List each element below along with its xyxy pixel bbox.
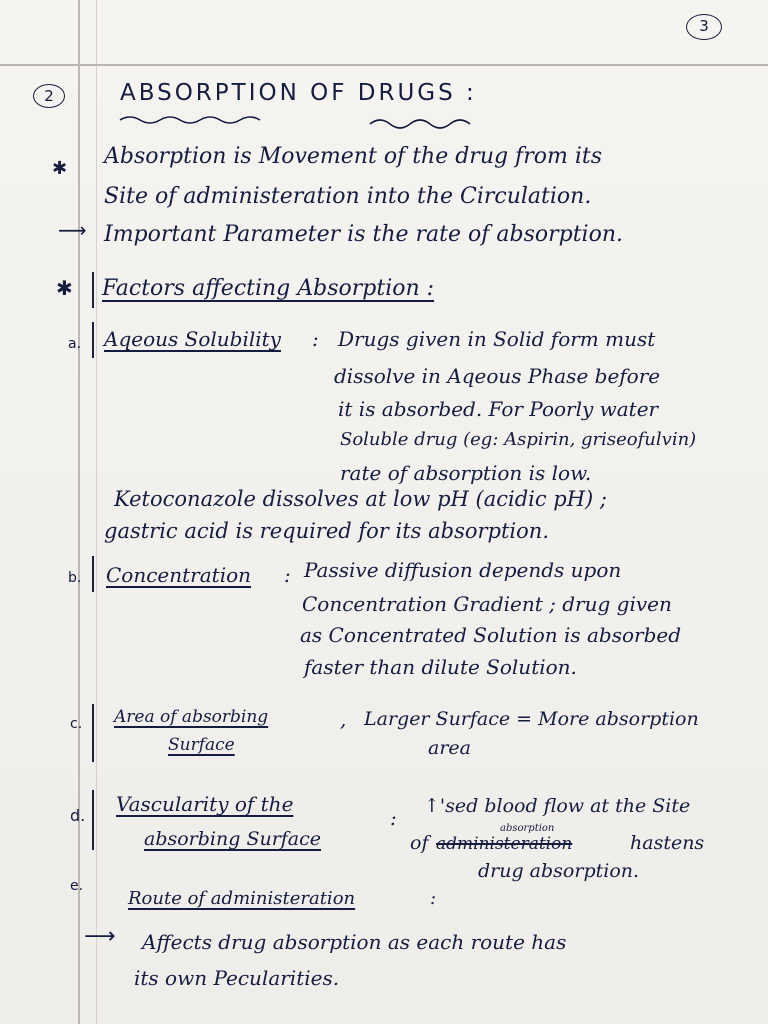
- factor-b-line-1: Passive diffusion depends upon: [304, 558, 622, 582]
- margin-bar: [92, 790, 94, 850]
- margin-bar: [92, 322, 94, 358]
- factor-d-sep: :: [390, 806, 397, 830]
- arrow-icon: ⟶: [58, 218, 87, 242]
- definition-line-2: Site of administeration into the Circulation.: [104, 184, 592, 209]
- factor-a-extra-2: gastric acid is required for its absorption.: [104, 519, 549, 543]
- factor-d-superscript: absorption: [500, 823, 555, 834]
- top-rule: [0, 64, 768, 66]
- factor-d-line-2-struck: administeration: [436, 834, 573, 854]
- factor-d-letter: d.: [70, 806, 86, 825]
- factor-d-line-2-prefix: of: [410, 832, 429, 854]
- definition-line-1: Absorption is Movement of the drug from its: [104, 144, 602, 169]
- factor-e-title: Route of administeration: [128, 888, 356, 909]
- factor-b-line-4: faster than dilute Solution.: [304, 655, 577, 679]
- factor-d-line-1: ↑'sed blood flow at the Site: [424, 795, 691, 817]
- margin-line-inner: [96, 0, 97, 1024]
- factor-a-line-4: Soluble drug (eg: Aspirin, griseofulvin): [340, 429, 697, 450]
- factor-b-title: Concentration: [106, 563, 252, 587]
- factor-a-sep: :: [312, 327, 319, 351]
- margin-line: [78, 0, 80, 1024]
- factor-a-line-5: rate of absorption is low.: [340, 461, 592, 485]
- factor-d-line-3: drug absorption.: [478, 860, 640, 882]
- definition-line-3: Important Parameter is the rate of absorption.: [104, 222, 623, 247]
- factors-heading: Factors affecting Absorption :: [102, 276, 435, 301]
- margin-bar: [92, 272, 94, 308]
- factor-b-line-3: as Concentrated Solution is absorbed: [300, 623, 682, 647]
- factor-c-title-1: Area of absorbing: [114, 707, 269, 727]
- factor-a-title: Aqeous Solubility: [104, 327, 281, 351]
- section-title: ABSORPTION OF DRUGS :: [120, 80, 477, 106]
- factor-e-sep: :: [430, 888, 437, 909]
- factor-e-arrow-line-1: Affects drug absorption as each route has: [142, 930, 567, 954]
- margin-bar: [92, 556, 94, 592]
- factor-a-letter: a.: [68, 336, 82, 352]
- factor-c-line-1: Larger Surface = More absorption: [364, 708, 699, 730]
- factor-d-title-1: Vascularity of the: [116, 792, 294, 816]
- factor-b-line-2: Concentration Gradient ; drug given: [302, 592, 672, 616]
- section-number: 2: [33, 84, 65, 108]
- factor-a-extra-1: Ketoconazole dissolves at low pH (acidic pH) ;: [114, 487, 607, 511]
- factor-a-line-3: it is absorbed. For Poorly water: [338, 397, 659, 421]
- bullet-star-icon: ✱: [56, 276, 73, 300]
- factor-a-line-2: dissolve in Aqeous Phase before: [334, 364, 661, 388]
- arrow-icon: ⟶: [84, 924, 116, 949]
- factor-c-sep: ,: [340, 707, 347, 731]
- factor-e-arrow-line-2: its own Pecularities.: [134, 966, 340, 990]
- factor-d-line-2-suffix: hastens: [630, 832, 705, 854]
- margin-bar: [92, 704, 94, 762]
- factor-c-line-2: area: [428, 737, 471, 759]
- factor-a-line-1: Drugs given in Solid form must: [338, 327, 656, 351]
- factor-c-title-2: Surface: [168, 735, 235, 755]
- factor-d-title-2: absorbing Surface: [144, 828, 322, 850]
- factor-b-letter: b.: [68, 570, 82, 586]
- bullet-star-icon: ✱: [52, 158, 68, 179]
- page-number: 3: [686, 14, 722, 40]
- factor-b-sep: :: [284, 563, 291, 587]
- factor-c-letter: c.: [70, 716, 83, 732]
- factor-e-letter: e.: [70, 878, 84, 894]
- title-wavy-underline: [110, 110, 490, 132]
